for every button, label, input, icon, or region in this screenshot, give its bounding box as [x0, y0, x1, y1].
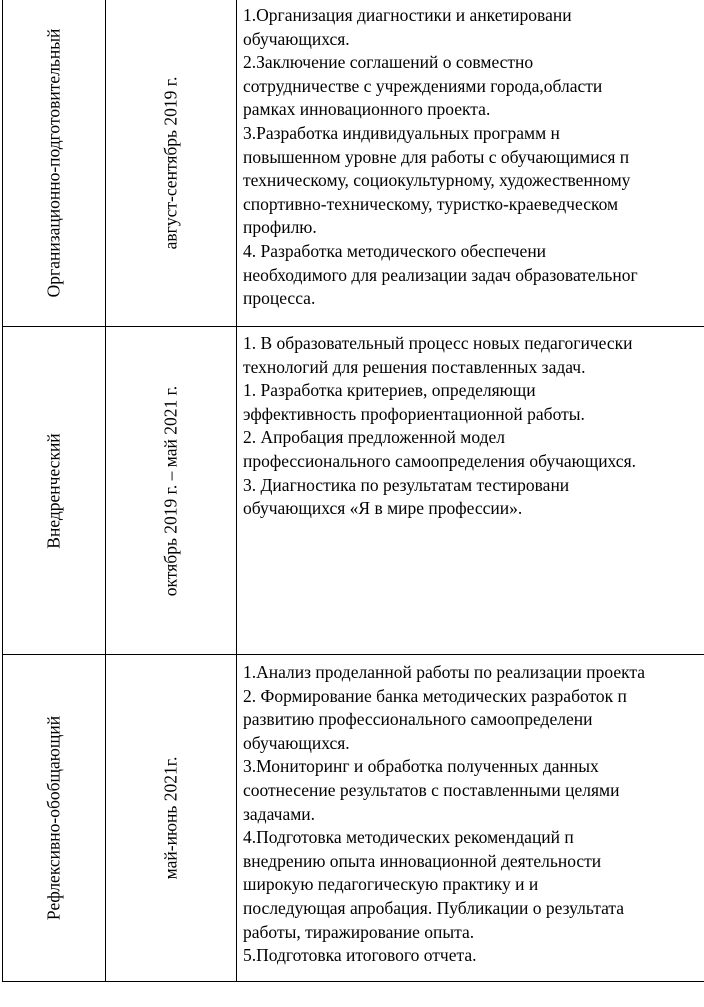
tasks-cell [237, 655, 704, 981]
text-line: эффективность профориентационной работы. [243, 403, 585, 424]
text-line: обучающихся. [243, 732, 350, 753]
table-row [3, 0, 704, 327]
stage-period: август-сентябрь 2019 г. [160, 76, 181, 250]
table-row [3, 327, 704, 655]
stage-period: октябрь 2019 г. – май 2021 г. [160, 385, 181, 596]
stage-cell [3, 0, 106, 326]
text-line: обучающихся. [243, 28, 350, 49]
text-line: рамках инновационного проекта. [243, 99, 491, 120]
tasks-cell [237, 327, 704, 654]
tasks-cell [237, 0, 704, 326]
period-cell [106, 0, 237, 326]
stage-name: Внедренческий [43, 432, 64, 549]
text-line: развитию профессионального самоопределени [243, 709, 593, 730]
text-line: 5.Подготовка итогового отчета. [243, 945, 477, 966]
text-line: процесса. [243, 288, 316, 309]
text-line: 1. Разработка критериев, определяющи [243, 380, 536, 401]
text-line: работы, тиражирование опыта. [243, 921, 475, 942]
text-line: повышенном уровне для работы с обучающимися п [243, 146, 630, 167]
text-line: 4. Разработка методического обеспечени [243, 240, 547, 261]
text-line: 2. Формирование банка методических разработок п [243, 685, 627, 706]
text-line: 3.Мониторинг и обработка полученных данных [243, 756, 599, 777]
text-line: технологий для решения поставленных задач. [243, 356, 586, 377]
text-line: 2.Заключение соглашений о совместно [243, 52, 534, 73]
stage-cell [3, 655, 106, 981]
text-line: сотрудничестве с учреждениями города,области [243, 75, 603, 96]
text-line: последующая апробация. Публикации о результата [243, 897, 625, 918]
text-line: задачами. [243, 803, 316, 824]
text-line: необходимого для реализации задач образовательног [243, 264, 638, 285]
text-line: профилю. [243, 217, 317, 238]
text-line: 1. В образовательный процесс новых педагогически [243, 333, 633, 353]
text-line: 2. Апробация предложенной модел [243, 427, 506, 448]
text-line: 3. Диагностика по результатам тестировани [243, 474, 570, 495]
period-cell [106, 327, 237, 654]
period-cell [106, 655, 237, 981]
project-stages-table [2, 0, 704, 982]
stage-period: май-июнь 2021г. [160, 756, 181, 880]
tasks-text [237, 655, 704, 968]
stage-cell [3, 327, 106, 654]
text-line: 1.Анализ проделанной работы по реализации проекта [243, 662, 646, 682]
text-line: внедрению опыта инновационной деятельности [243, 850, 602, 871]
tasks-text [237, 0, 704, 311]
text-line: 1.Организация диагностики и анкетировани [243, 5, 572, 25]
stage-name: Организационно-подготовительный [43, 28, 64, 298]
text-line: техническому, социокультурному, художественному [243, 170, 631, 191]
table-row [3, 655, 704, 982]
tasks-text [237, 327, 704, 521]
stage-name: Рефлексивно-обобщающий [43, 715, 64, 921]
text-line: обучающихся «Я в мире профессии». [243, 498, 523, 519]
text-line: спортивно-техническому, туристко-краеведческом [243, 193, 619, 214]
text-line: широкую педагогическую практику и и [243, 874, 539, 895]
text-line: профессионального самоопределения обучающихся. [243, 450, 636, 471]
text-line: 4.Подготовка методических рекомендаций п [243, 827, 574, 848]
text-line: соотнесение результатов с поставленными целями [243, 779, 620, 800]
text-line: 3.Разработка индивидуальных программ н [243, 122, 560, 143]
